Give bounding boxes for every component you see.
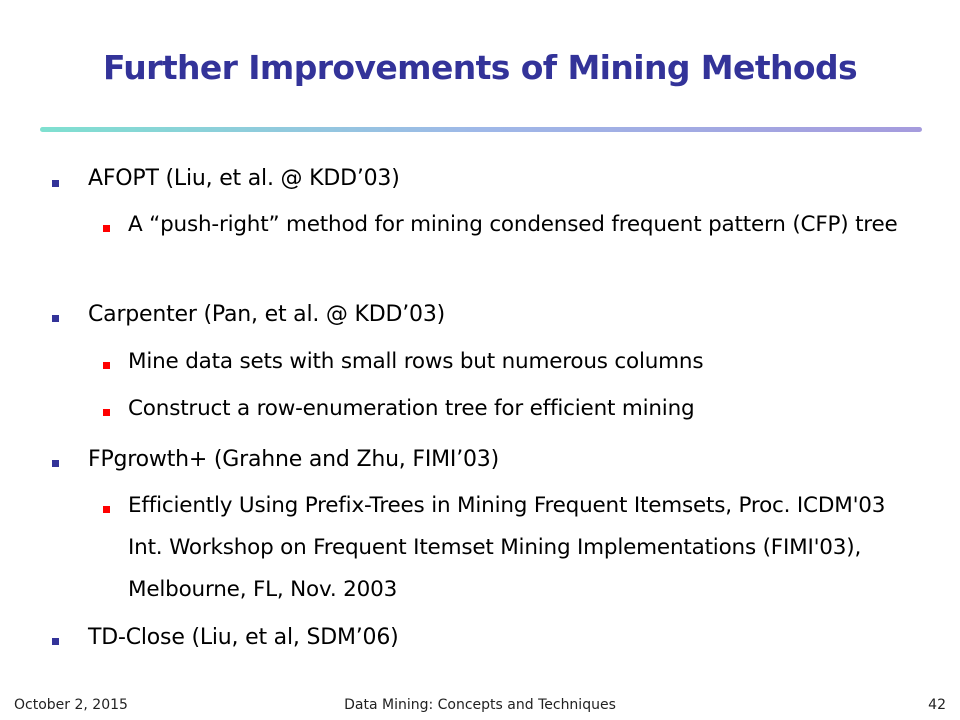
title-divider	[40, 127, 922, 132]
sub-bullet-carpenter-2: Construct a row-enumeration tree for efficient mining	[128, 396, 695, 421]
footer-date: October 2, 2015	[14, 697, 128, 713]
bullet-square-icon	[52, 460, 59, 467]
bullet-afopt: AFOPT (Liu, et al. @ KDD’03)	[88, 166, 400, 191]
sub-bullet-square-icon	[103, 225, 110, 232]
bullet-square-icon	[52, 638, 59, 645]
sub-bullet-fpgrowth-1: Efficiently Using Prefix-Trees in Mining Frequent Itemsets, Proc. ICDM'03 Int. Workshop on Frequent Itemset Mining Implementations (FIMI'03), Melbourne, FL, Nov. 2003	[128, 493, 886, 602]
bullet-square-icon	[52, 315, 59, 322]
footer-page-number: 42	[928, 697, 946, 713]
sub-bullet-square-icon	[103, 409, 110, 416]
footer-title: Data Mining: Concepts and Techniques	[344, 697, 616, 713]
sub-bullet-afopt-1: A “push-right” method for mining condensed frequent pattern (CFP) tree	[128, 212, 898, 237]
slide-title: Further Improvements of Mining Methods	[102, 48, 858, 87]
sub-bullet-square-icon	[103, 506, 110, 513]
sub-bullet-carpenter-1: Mine data sets with small rows but numerous columns	[128, 349, 704, 374]
sub-bullet-square-icon	[103, 362, 110, 369]
bullet-square-icon	[52, 180, 59, 187]
bullet-fpgrowth: FPgrowth+ (Grahne and Zhu, FIMI’03)	[88, 447, 499, 472]
bullet-carpenter: Carpenter (Pan, et al. @ KDD’03)	[88, 302, 446, 327]
bullet-tdclose: TD-Close (Liu, et al, SDM’06)	[88, 625, 399, 650]
